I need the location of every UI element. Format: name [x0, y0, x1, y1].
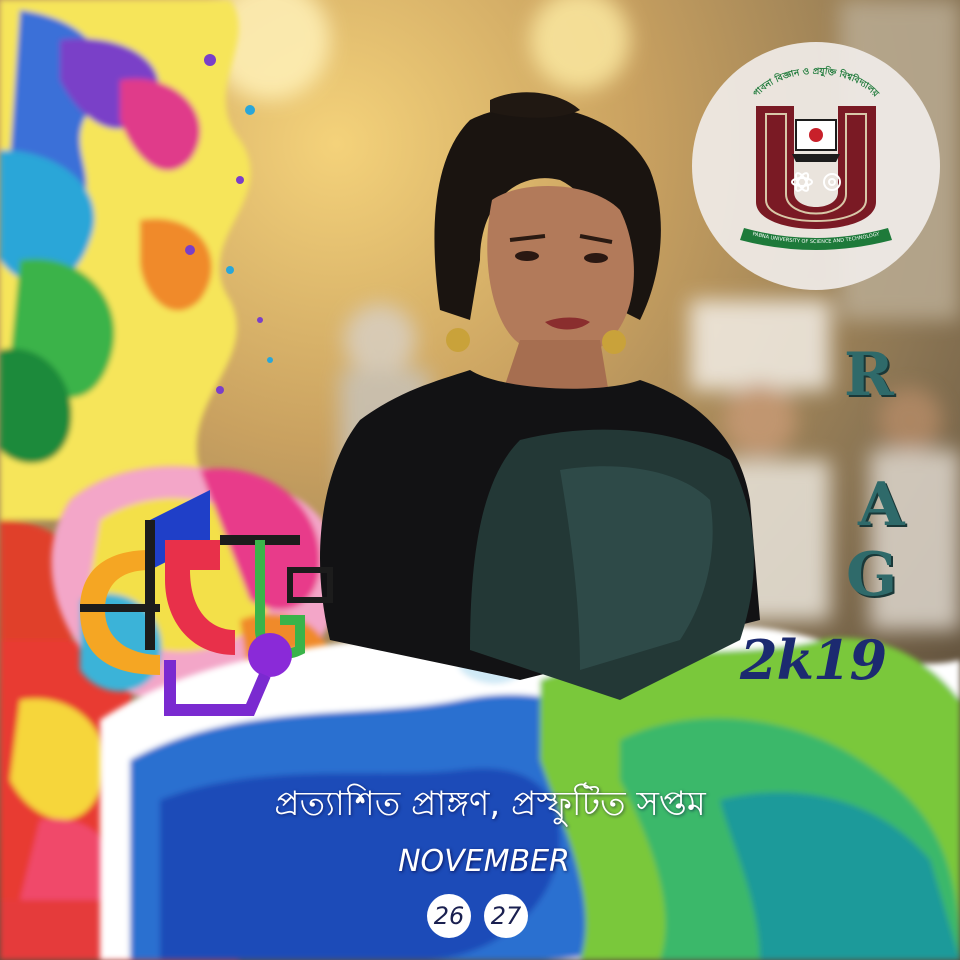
tagline: প্রত্যাশিত প্রাঙ্গণ, প্রস্ফুটিত সপ্তম	[274, 784, 706, 824]
month-label: NOVEMBER	[398, 844, 570, 879]
university-logo	[692, 42, 940, 290]
svg-text:পাবনা বিজ্ঞান ও প্রযুক্তি বিশ্	[752, 65, 881, 100]
day-badge-27: 27	[484, 894, 528, 938]
logo-ribbon-text: PABNA UNIVERSITY OF SCIENCE AND TECHNOLOGY	[751, 231, 881, 246]
title-letter-r: R	[844, 340, 894, 410]
day-badge-26: 26	[427, 894, 471, 938]
event-logo-glyph	[60, 480, 340, 740]
title-letter-a: A	[858, 470, 905, 540]
year-label: 2k19	[740, 628, 887, 692]
title-letter-g: G	[846, 540, 898, 610]
logo-top-text: পাবনা বিজ্ঞান ও প্রযুক্তি বিশ্ববিদ্যালয়	[751, 66, 881, 100]
